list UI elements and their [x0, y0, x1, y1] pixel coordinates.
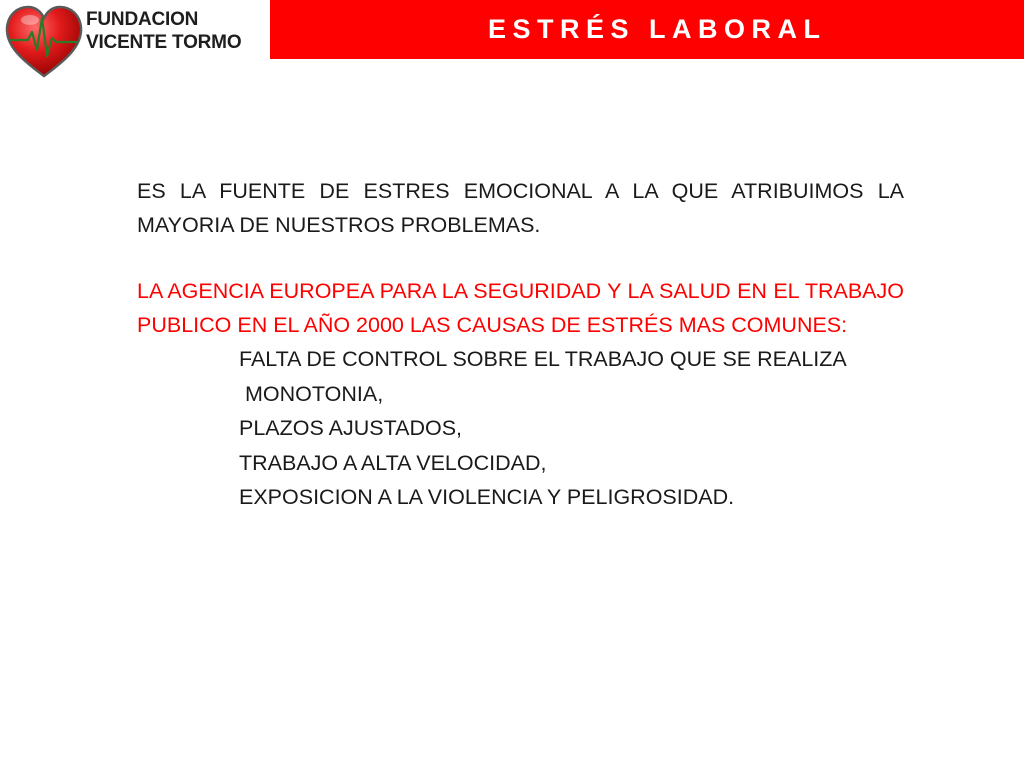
cause-item: EXPOSICION A LA VIOLENCIA Y PELIGROSIDAD.	[239, 485, 735, 509]
cause-item: TRABAJO A ALTA VELOCIDAD,	[239, 450, 547, 475]
cause-item: FALTA DE CONTROL SOBRE EL TRABAJO QUE SE REALIZA	[239, 347, 847, 371]
logo-text	[86, 8, 241, 54]
fundacion-logo	[4, 4, 266, 80]
heart-ecg-icon	[4, 4, 84, 80]
cause-item: MONOTONIA,	[245, 381, 384, 406]
slide-title: ESTRÉS LABORAL	[488, 14, 827, 44]
definition-paragraph: ES LA FUENTE DE ESTRES EMOCIONAL A LA QUE ATRIBUIMOS LA MAYORIA DE NUESTROS PROBLEMAS.	[137, 179, 904, 237]
causes-list	[137, 342, 904, 515]
logo-line-2: VICENTE TORMO	[86, 32, 242, 53]
agency-paragraph: LA AGENCIA EUROPEA PARA LA SEGURIDAD Y LA SALUD EN EL TRABAJO PUBLICO EN EL AÑO 2000 LAS CAUSAS DE ESTRÉS MAS COMUNES:	[137, 279, 904, 337]
logo-line-1: FUNDACION	[86, 9, 199, 30]
cause-item: PLAZOS AJUSTADOS,	[239, 416, 463, 440]
slide-body	[137, 174, 904, 515]
